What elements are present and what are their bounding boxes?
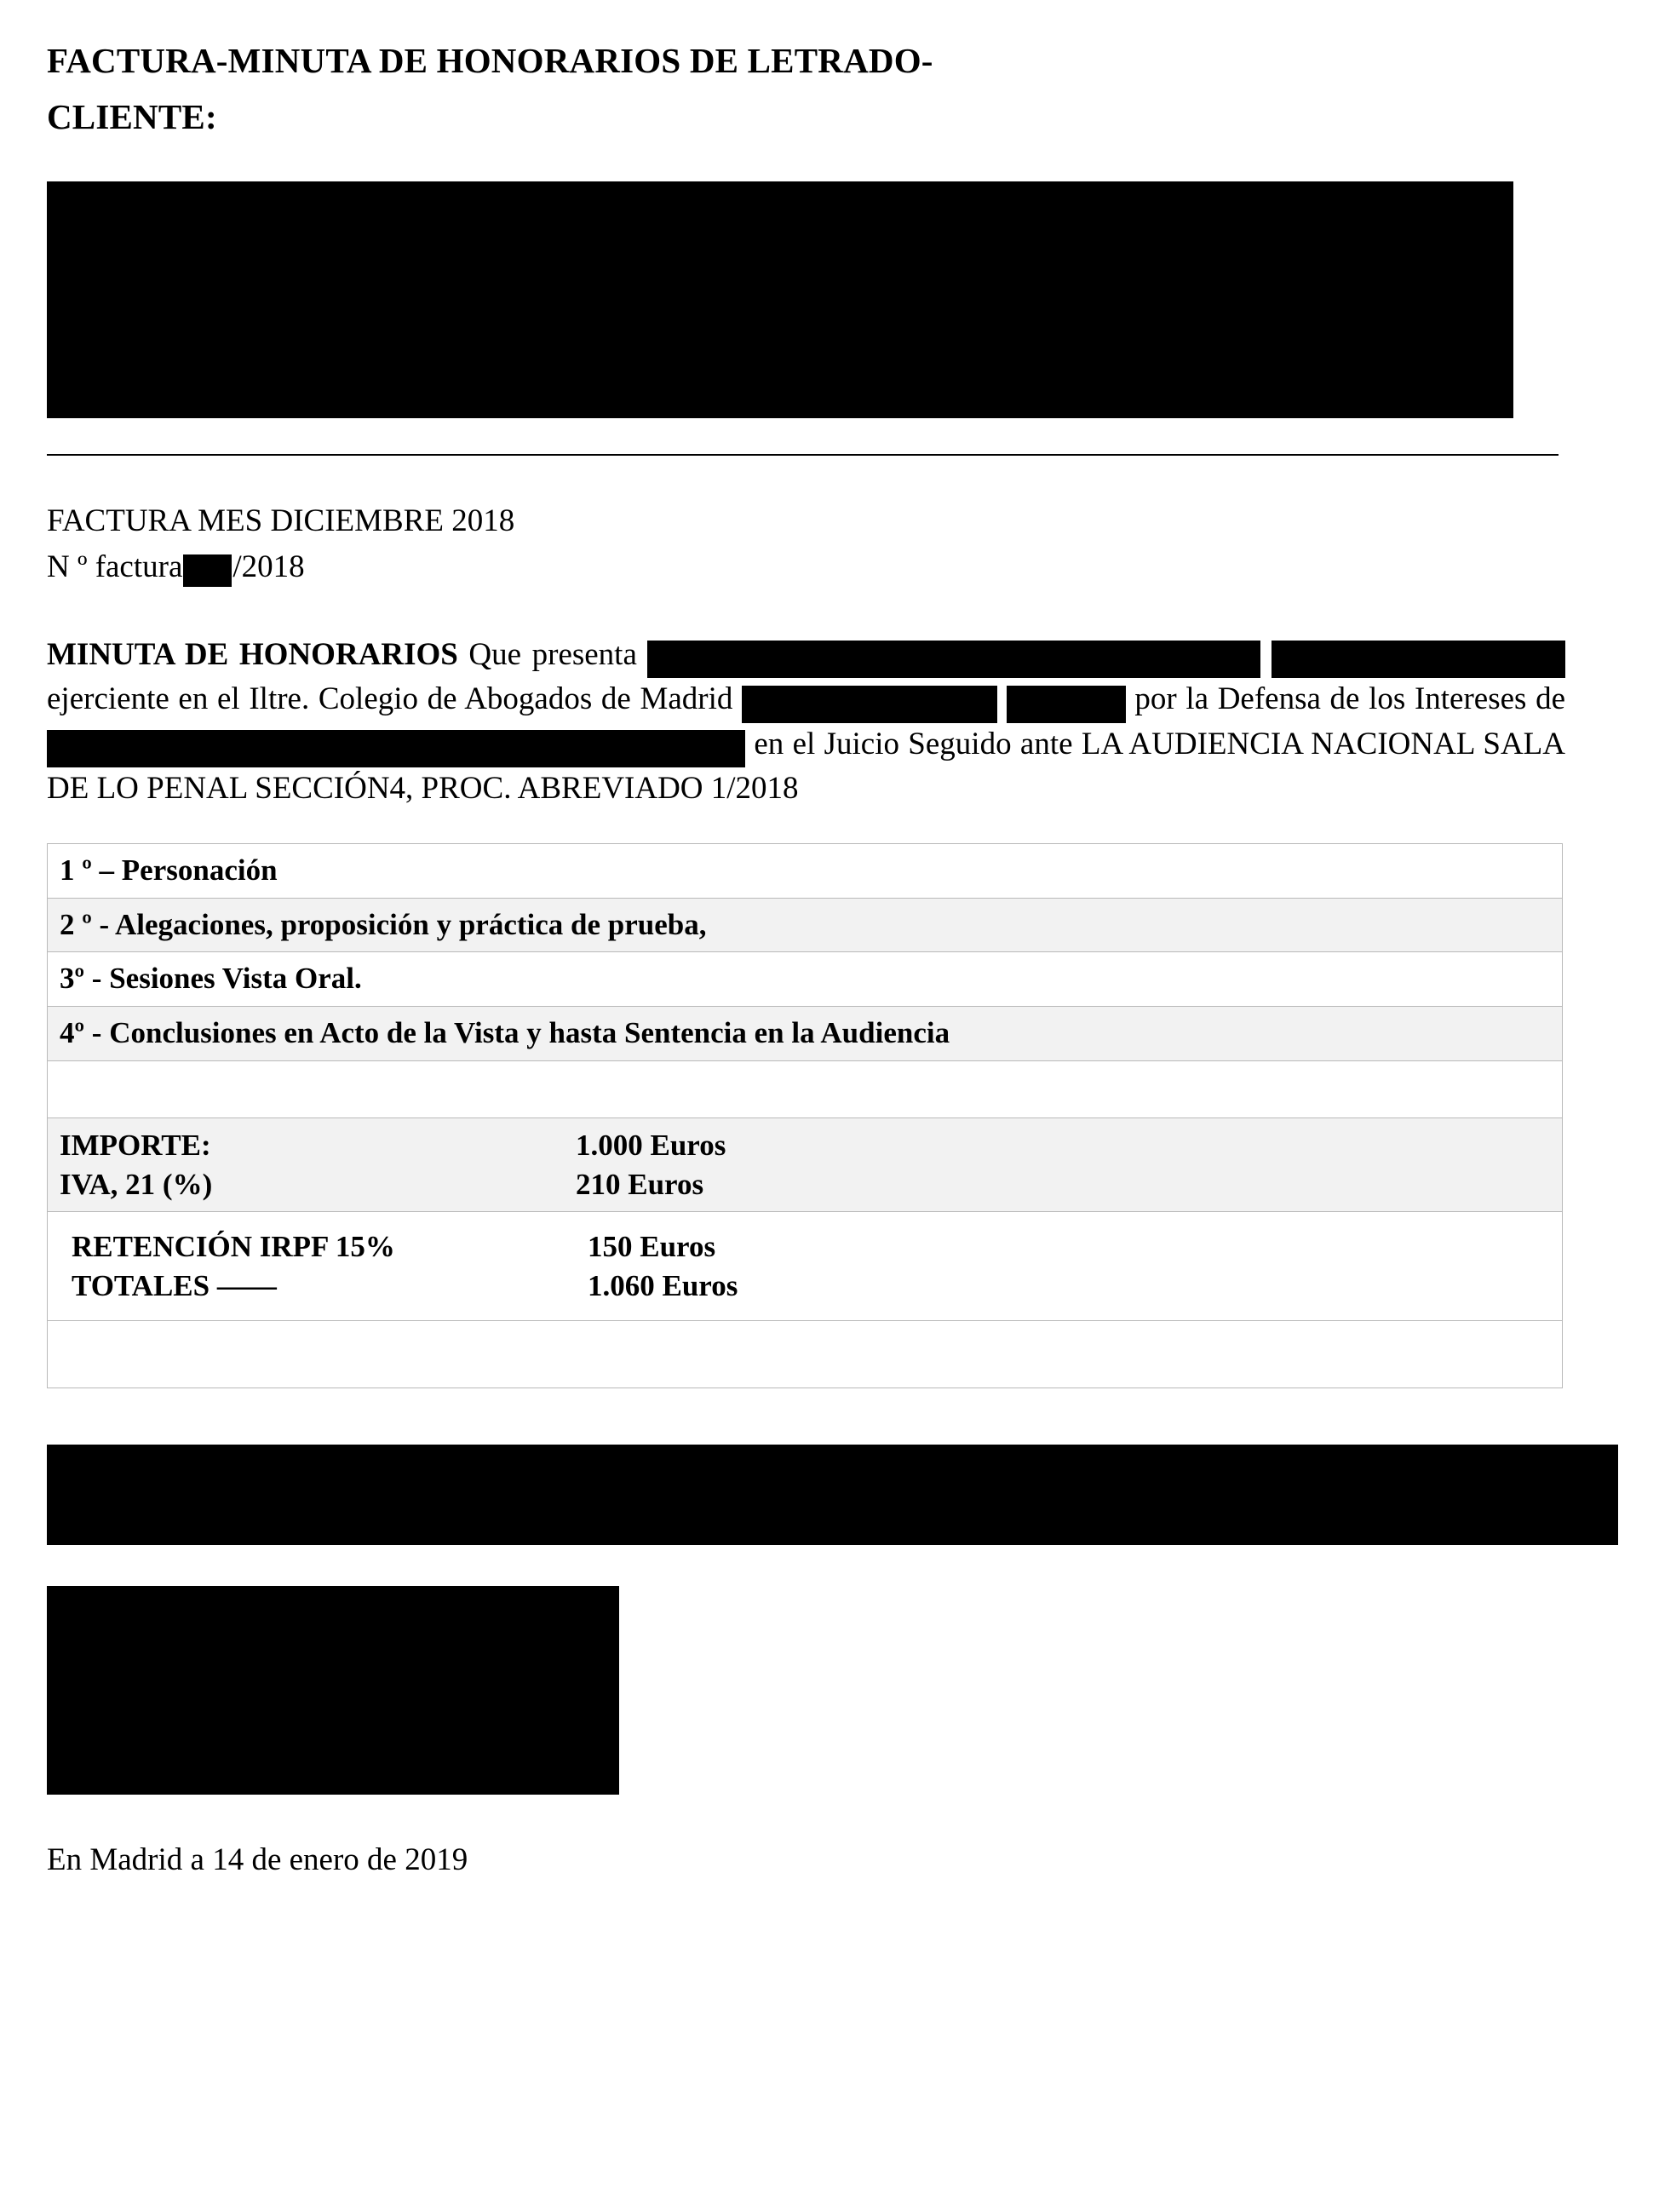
minuta-lead-label: MINUTA DE HONORARIOS	[47, 636, 458, 672]
redacted-bar-number-continued	[1007, 686, 1126, 723]
redacted-presenter-name	[647, 641, 1260, 678]
amount-label-retencion: RETENCIÓN IRPF 15%	[72, 1230, 395, 1263]
amount-label-importe: IMPORTE:	[60, 1129, 211, 1162]
amount-label-totales: TOTALES ——	[72, 1268, 277, 1302]
amount-line-iva	[48, 1165, 1562, 1212]
spacer-cell	[48, 1061, 1563, 1118]
amount-group-net	[48, 1212, 1563, 1321]
invoice-meta	[47, 500, 1565, 589]
table-row	[48, 843, 1563, 898]
fee-table	[47, 843, 1563, 1388]
amount-line-retencion	[60, 1220, 1562, 1267]
redacted-header-block	[47, 181, 1513, 418]
concept-item-1: 1 º – Personación	[48, 843, 1563, 898]
amount-group-gross	[48, 1118, 1563, 1212]
redacted-client-name	[47, 730, 745, 767]
table-row-spacer	[48, 1061, 1563, 1118]
amount-label-iva: IVA, 21 (%)	[60, 1167, 213, 1201]
invoice-number-row	[47, 546, 1565, 589]
amount-value-importe: 1.000 Euros	[576, 1129, 726, 1162]
page-title-line-1: FACTURA-MINUTA DE HONORARIOS DE LETRADO-	[47, 41, 933, 80]
redacted-signature-block	[47, 1586, 619, 1795]
header-divider	[47, 454, 1559, 456]
minuta-segment-4: en el Juicio Seguido ante LA AUDIENCIA NACIONAL SALA DE LO PENAL SECCIÓN4, PROC. ABREVIADO 1/2018	[47, 726, 1566, 807]
table-row	[48, 952, 1563, 1007]
concept-item-2: 2 º - Alegaciones, proposición y práctica de prueba,	[48, 898, 1563, 952]
amount-line-totales	[60, 1267, 1562, 1313]
amount-line-importe	[48, 1118, 1562, 1165]
table-row-spacer	[48, 1321, 1563, 1388]
invoice-number-prefix: N º factura	[47, 549, 183, 584]
concept-item-3: 3º - Sesiones Vista Oral.	[48, 952, 1563, 1007]
minuta-segment-3: por la Defensa de los Intereses de	[1134, 681, 1566, 717]
place-and-date: En Madrid a 14 de enero de 2019	[47, 1842, 468, 1877]
minuta-segment-2: ejerciente en el Iltre. Colegio de Abogados de Madrid	[47, 681, 733, 717]
table-row	[48, 1212, 1563, 1321]
redacted-invoice-number	[183, 554, 232, 587]
amount-value-totales: 1.060 Euros	[588, 1268, 738, 1302]
minuta-paragraph	[47, 633, 1565, 812]
table-row	[48, 898, 1563, 952]
invoice-number-suffix: /2018	[232, 549, 305, 584]
page-title-line-2: CLIENTE:	[47, 97, 217, 137]
table-row	[48, 1118, 1563, 1212]
minuta-segment-1: Que presenta	[468, 636, 637, 672]
amount-value-iva: 210 Euros	[576, 1167, 704, 1201]
redacted-presenter-name-continued	[1272, 641, 1565, 678]
invoice-month: FACTURA MES DICIEMBRE 2018	[47, 503, 515, 538]
amount-value-retencion: 150 Euros	[588, 1230, 716, 1263]
redacted-footer-band	[47, 1445, 1618, 1545]
redacted-bar-number	[742, 686, 997, 723]
spacer-cell-bottom	[48, 1321, 1563, 1388]
page-title	[47, 26, 1565, 146]
concept-item-4: 4º - Conclusiones en Acto de la Vista y hasta Sentencia en la Audiencia	[48, 1007, 1563, 1061]
table-row	[48, 1007, 1563, 1061]
